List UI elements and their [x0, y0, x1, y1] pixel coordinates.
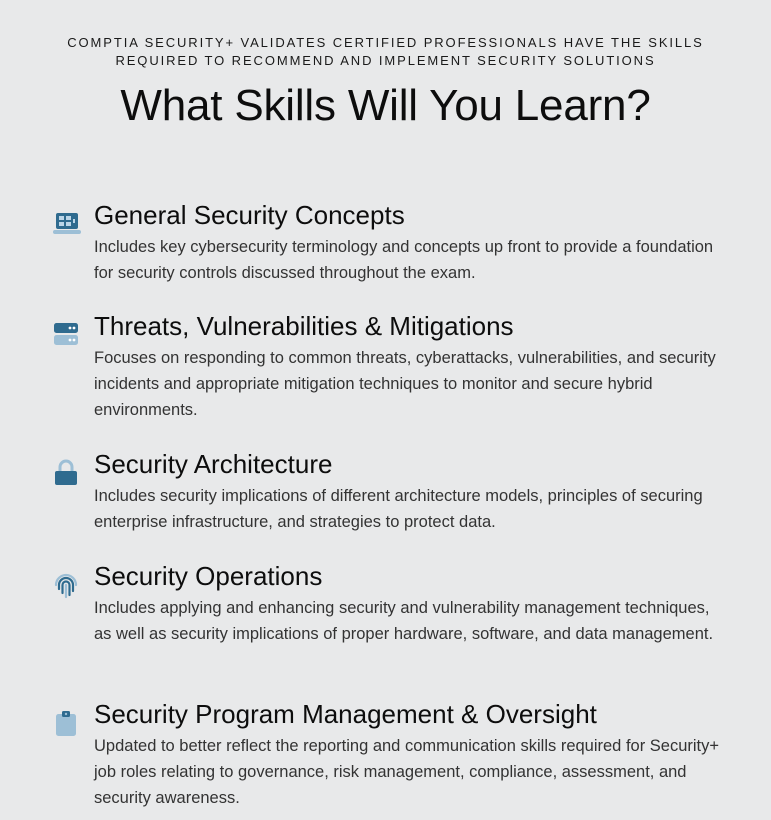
page-title: What Skills Will You Learn?: [120, 81, 651, 130]
circuit-laptop-icon: [52, 210, 80, 238]
skill-description: Includes applying and enhancing security and vulnerability management techniques, as well as security implications of proper hardware, software, and data management.: [94, 599, 714, 643]
skill-description: Focuses on responding to common threats, cyberattacks, vulnerabilities, and security incidents and appropriate mitigation techniques to monitor and secure hybrid environments.: [94, 349, 716, 419]
skill-title: General Security Concepts: [94, 200, 405, 230]
skill-title: Security Architecture: [94, 449, 333, 479]
skill-title: Threats, Vulnerabilities & Mitigations: [94, 311, 514, 341]
page-eyebrow: COMPTIA SECURITY+ VALIDATES CERTIFIED PROFESSIONALS HAVE THE SKILLS REQUIRED TO RECOMMEND AND IMPLEMENT SECURITY SOLUTIONS: [67, 35, 704, 68]
skill-title: Security Program Management & Oversight: [94, 699, 597, 729]
lock-icon: [52, 459, 80, 487]
skill-description: Includes key cybersecurity terminology and concepts up front to provide a foundation for security controls discussed throughout the exam.: [94, 238, 714, 282]
page-header: [0, 34, 771, 132]
server-icon: [52, 321, 80, 349]
skill-description: Updated to better reflect the reporting and communication skills required for Security+ job roles relating to governance, risk management, compliance, assessment, and security awareness.: [94, 737, 720, 807]
skill-title: Security Operations: [94, 561, 323, 591]
clipboard-icon: [52, 709, 80, 737]
skill-description: Includes security implications of different architecture models, principles of securing enterprise infrastructure, and strategies to protect data.: [94, 487, 703, 531]
fingerprint-icon: [52, 571, 80, 599]
